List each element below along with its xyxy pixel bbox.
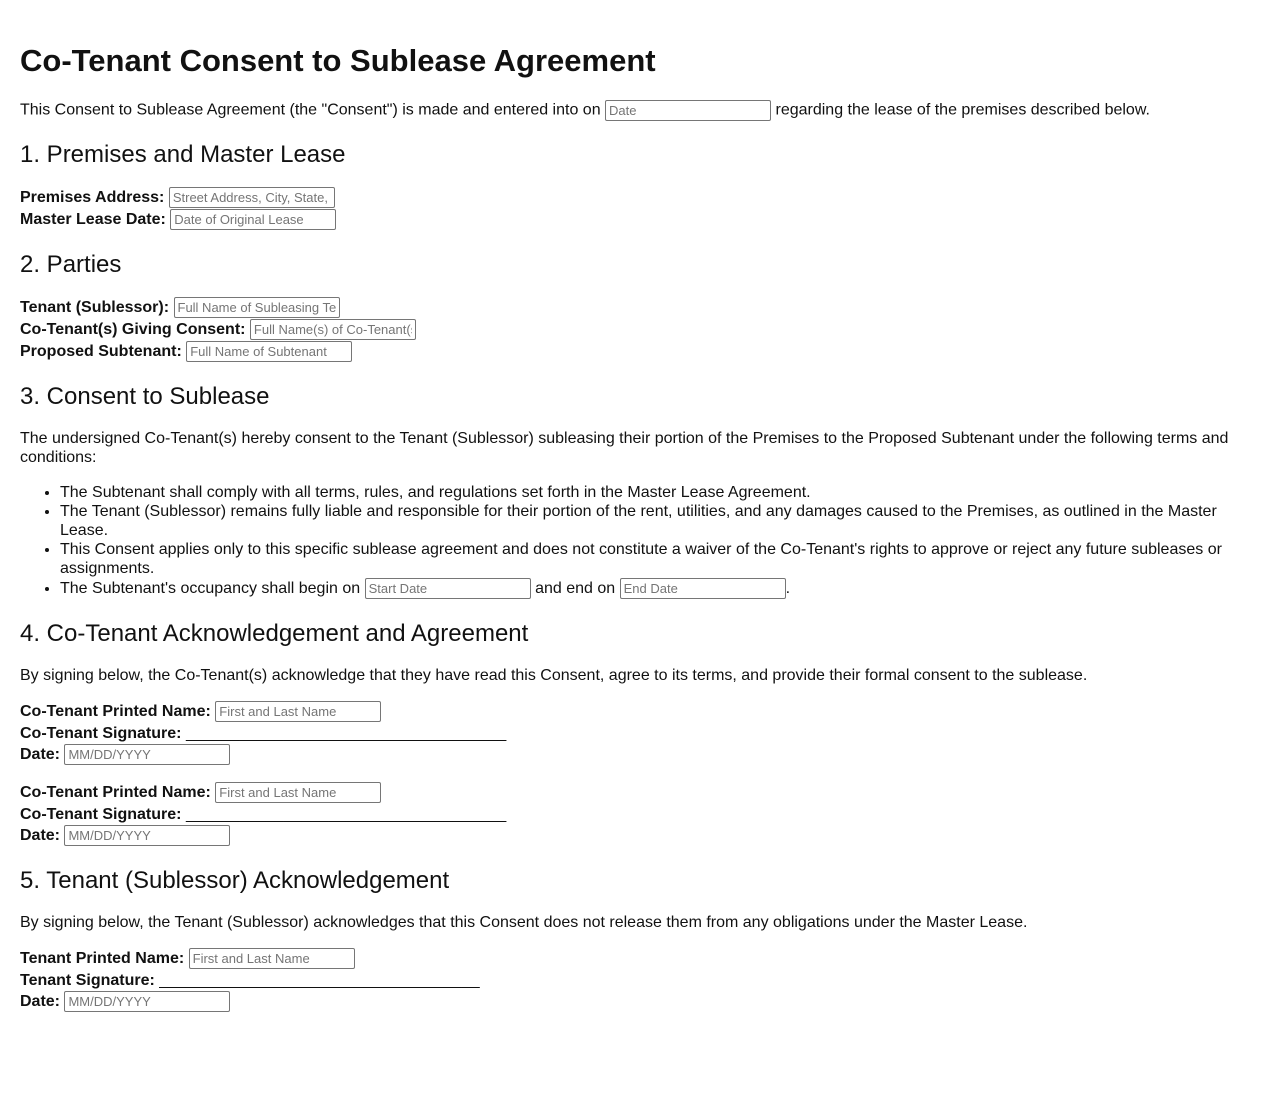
tenant-signature-label: Tenant Signature:: [20, 972, 155, 989]
list-item-occupancy: [60, 578, 1242, 600]
signature-line: ____________________________________: [159, 972, 480, 989]
tenant-signature-block: [20, 948, 1242, 1013]
occupancy-text-before: The Subtenant's occupancy shall begin on: [60, 580, 361, 597]
consent-paragraph: The undersigned Co-Tenant(s) hereby consent to the Tenant (Sublessor) subleasing their portion of the Premises to the Proposed Subtenant under the following terms and conditions:: [20, 430, 1229, 466]
subtenant-name-input[interactable]: [186, 341, 352, 362]
cotenant-signature-block-1: [20, 701, 1242, 766]
section-heading-premises: 1. Premises and Master Lease: [20, 141, 346, 168]
tenant-printed-name-input[interactable]: [189, 948, 355, 969]
tenant-ack-paragraph: By signing below, the Tenant (Sublessor) acknowledges that this Consent does not release them from any obligations under the Master Lease.: [20, 914, 1028, 931]
intro-text-after: regarding the lease of the premises described below.: [775, 101, 1150, 119]
end-date-input[interactable]: [620, 578, 786, 599]
cotenant-signature-block-2: [20, 782, 1242, 847]
cotenant-signature-label: Co-Tenant Signature:: [20, 806, 182, 823]
premises-address-row: [20, 187, 1242, 209]
master-lease-date-label: Master Lease Date:: [20, 211, 166, 228]
cotenant-date-label: Date:: [20, 746, 61, 763]
cotenant-signature-row: [20, 723, 1242, 744]
cotenant-printed-name-label: Co-Tenant Printed Name:: [20, 703, 211, 720]
cotenant-date-row: [20, 744, 1242, 766]
cotenant-label: Co-Tenant(s) Giving Consent:: [20, 321, 246, 338]
premises-address-label: Premises Address:: [20, 189, 165, 206]
tenant-row: [20, 297, 1242, 319]
tenant-date-label: Date:: [20, 993, 61, 1010]
tenant-date-row: [20, 991, 1242, 1013]
section-heading-cotenant-ack: 4. Co-Tenant Acknowledgement and Agreement: [20, 620, 529, 647]
intro-text-before: This Consent to Sublease Agreement (the "Consent") is made and entered into on: [20, 101, 601, 119]
master-lease-date-row: [20, 209, 1242, 231]
start-date-input[interactable]: [365, 578, 531, 599]
section-heading-tenant-ack: 5. Tenant (Sublessor) Acknowledgement: [20, 867, 450, 894]
page-title: Co-Tenant Consent to Sublease Agreement: [20, 43, 656, 78]
cotenant-date-label: Date:: [20, 827, 61, 844]
premises-fields: [20, 187, 1242, 231]
consent-terms-list: [20, 483, 1242, 600]
premises-address-input[interactable]: [169, 187, 335, 208]
list-item: • The Subtenant shall comply with all terms, rules, and regulations set forth in the Master Lease Agreement.: [60, 483, 1242, 502]
tenant-date-input[interactable]: [64, 991, 230, 1012]
tenant-name-input[interactable]: [174, 297, 340, 318]
cotenant-ack-paragraph: By signing below, the Co-Tenant(s) acknowledge that they have read this Consent, agree to its terms, and provide their formal consent to the sublease.: [20, 667, 1088, 684]
tenant-label: Tenant (Sublessor):: [20, 299, 170, 316]
cotenant-printed-name-label: Co-Tenant Printed Name:: [20, 784, 211, 801]
subtenant-label: Proposed Subtenant:: [20, 343, 182, 360]
consent-date-input[interactable]: [605, 100, 771, 121]
tenant-printed-name-label: Tenant Printed Name:: [20, 950, 185, 967]
occupancy-text-middle: and end on: [535, 580, 616, 597]
tenant-printed-name-row: [20, 948, 1242, 970]
cotenant-signature-label: Co-Tenant Signature:: [20, 725, 182, 742]
cotenant-printed-name-input[interactable]: [215, 701, 381, 722]
cotenant-signature-row: [20, 804, 1242, 825]
tenant-signature-row: [20, 970, 1242, 991]
cotenant-date-row: [20, 825, 1242, 847]
cotenant-printed-name-row: [20, 701, 1242, 723]
signature-line: ____________________________________: [185, 806, 507, 823]
section-heading-consent: 3. Consent to Sublease: [20, 383, 270, 410]
section-heading-parties: 2. Parties: [20, 251, 122, 278]
cotenant-date-input[interactable]: [64, 744, 230, 765]
signature-line: ____________________________________: [185, 725, 507, 742]
cotenant-name-input[interactable]: [250, 319, 416, 340]
cotenant-date-input[interactable]: [64, 825, 230, 846]
cotenant-printed-name-input[interactable]: [215, 782, 381, 803]
list-item: • The Tenant (Sublessor) remains fully liable and responsible for their portion of the rent, utilities, and any damages caused to the Premises, as outlined in the Master Lease.: [60, 502, 1242, 540]
list-item: • This Consent applies only to this specific sublease agreement and does not constitute a waiver of the Co-Tenant's rights to approve or reject any future subleases or assignments.: [60, 540, 1242, 578]
master-lease-date-input[interactable]: [170, 209, 336, 230]
cotenant-printed-name-row: [20, 782, 1242, 804]
intro-paragraph: [20, 100, 1242, 121]
subtenant-row: [20, 341, 1242, 363]
occupancy-text-after: .: [785, 580, 791, 597]
parties-fields: [20, 297, 1242, 363]
cotenant-row: [20, 319, 1242, 341]
